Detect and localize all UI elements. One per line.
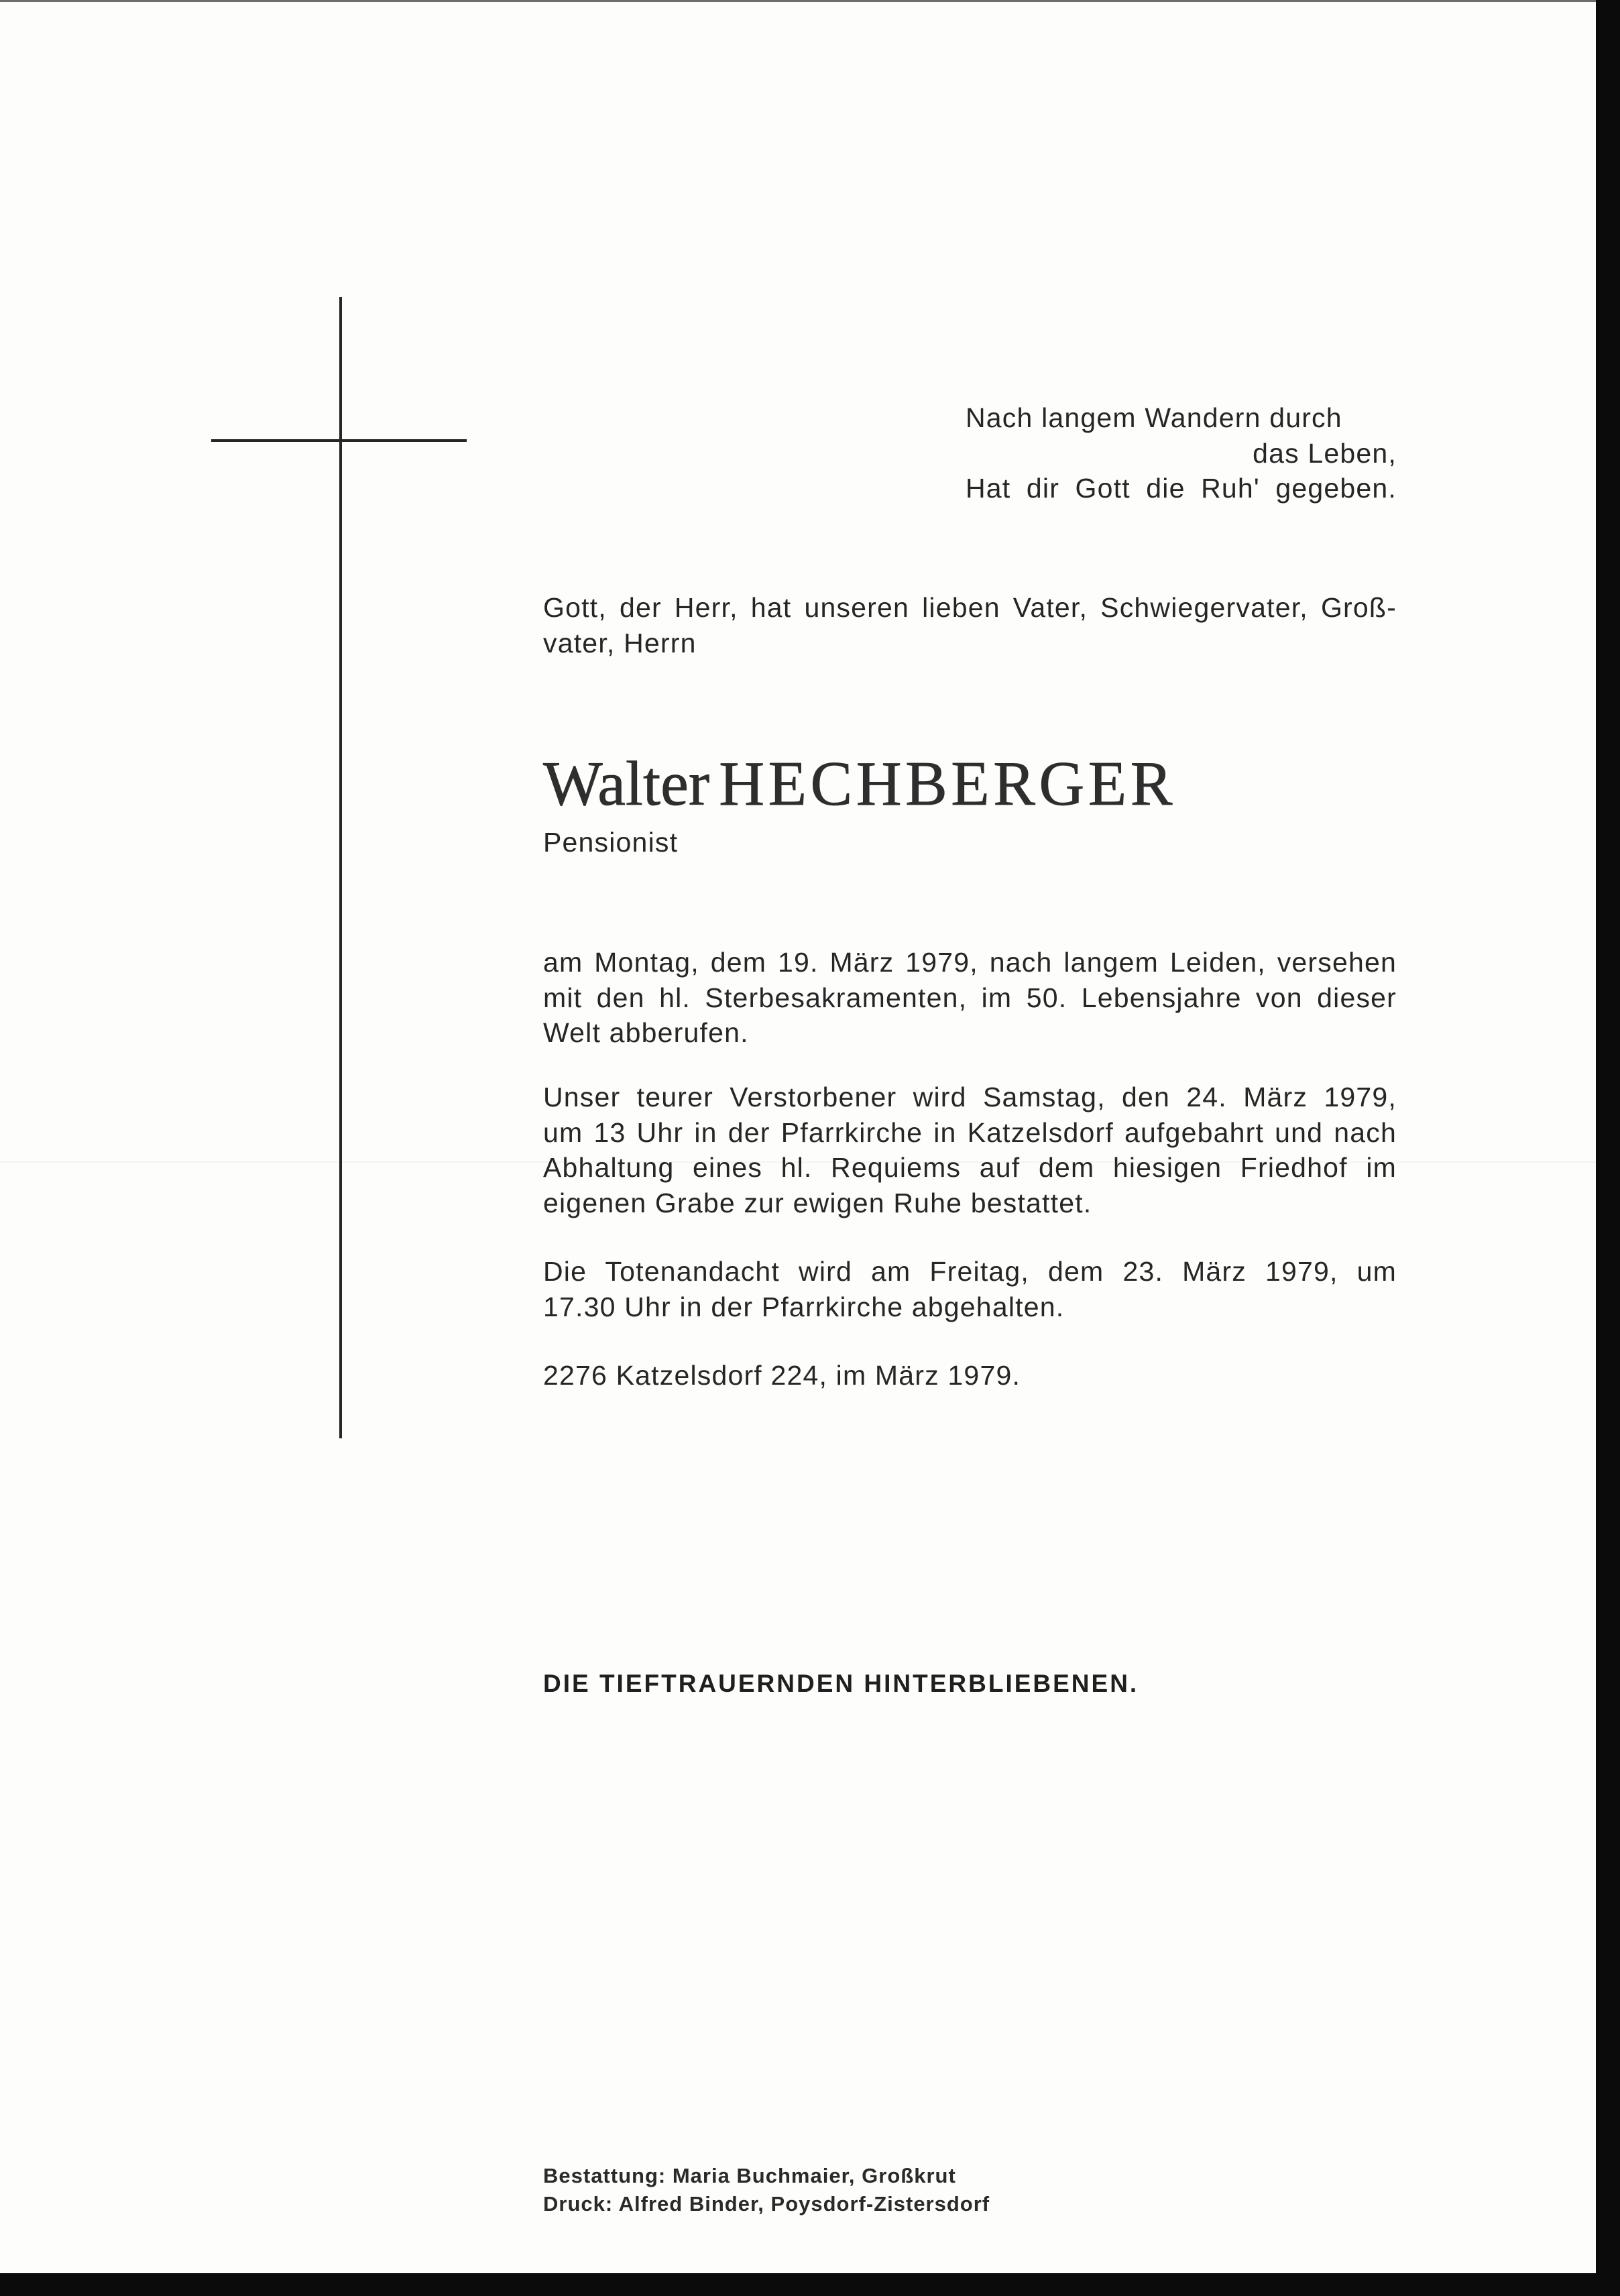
printer-credit: Druck: Alfred Binder, Poysdorf-Zistersdorf: [543, 2192, 990, 2216]
imprint: [543, 2162, 990, 2218]
death-paragraph: [543, 945, 1397, 1051]
place-date-text: 2276 Katzelsdorf 224, im März 1979.: [543, 1360, 1021, 1391]
vigil-paragraph: [543, 1254, 1397, 1324]
motto-line: Hat dir Gott die Ruh' gegeben.: [966, 473, 1397, 504]
funeral-home-credit: Bestattung: Maria Buchmaier, Großkrut: [543, 2164, 956, 2187]
body-line: Welt abberufen.: [543, 1017, 749, 1048]
deceased-first-name: Walter: [543, 749, 710, 819]
body-line: Unser teurer Verstorbener wird Samstag, den 24. März 1979,: [543, 1082, 1397, 1112]
intro-paragraph: [543, 590, 1397, 661]
sheet-top-edge: [0, 0, 1596, 2]
occupation-text: Pensionist: [543, 827, 679, 858]
funeral-paragraph: [543, 1080, 1397, 1220]
body-line: Die Totenandacht wird am Freitag, dem 23. März 1979, um: [543, 1256, 1397, 1287]
deceased-occupation: [543, 825, 1397, 860]
body-line: am Montag, dem 19. März 1979, nach langem Leiden, versehen: [543, 947, 1397, 978]
deceased-name: [543, 749, 1176, 819]
motto-line: das Leben,: [1253, 437, 1397, 469]
body-line: eigenen Grabe zur ewigen Ruhe bestattet.: [543, 1187, 1092, 1218]
motto-line: Nach langem Wandern durch: [966, 402, 1342, 433]
cross-vertical-bar: [339, 297, 342, 1438]
body-line: um 13 Uhr in der Pfarrkirche in Katzelsdorf aufgebahrt und nach: [543, 1116, 1397, 1148]
body-line: mit den hl. Sterbesakramenten, im 50. Lebensjahre von dieser: [543, 982, 1397, 1013]
place-date: [543, 1358, 1397, 1393]
intro-line: Gott, der Herr, hat unseren lieben Vater, Schwiegervater, Groß-: [543, 592, 1397, 623]
cross-horizontal-bar: [211, 439, 467, 442]
deceased-surname: HECHBERGER: [719, 749, 1176, 819]
intro-line: vater, Herrn: [543, 627, 697, 658]
motto-verse: [966, 400, 1397, 506]
mourners-signature: DIE TIEFTRAUERNDEN HINTERBLIEBENEN.: [543, 1670, 1139, 1697]
body-line: 17.30 Uhr in der Pfarrkirche abgehalten.: [543, 1291, 1065, 1322]
body-line: Abhaltung eines hl. Requiems auf dem hiesigen Friedhof im: [543, 1152, 1397, 1183]
